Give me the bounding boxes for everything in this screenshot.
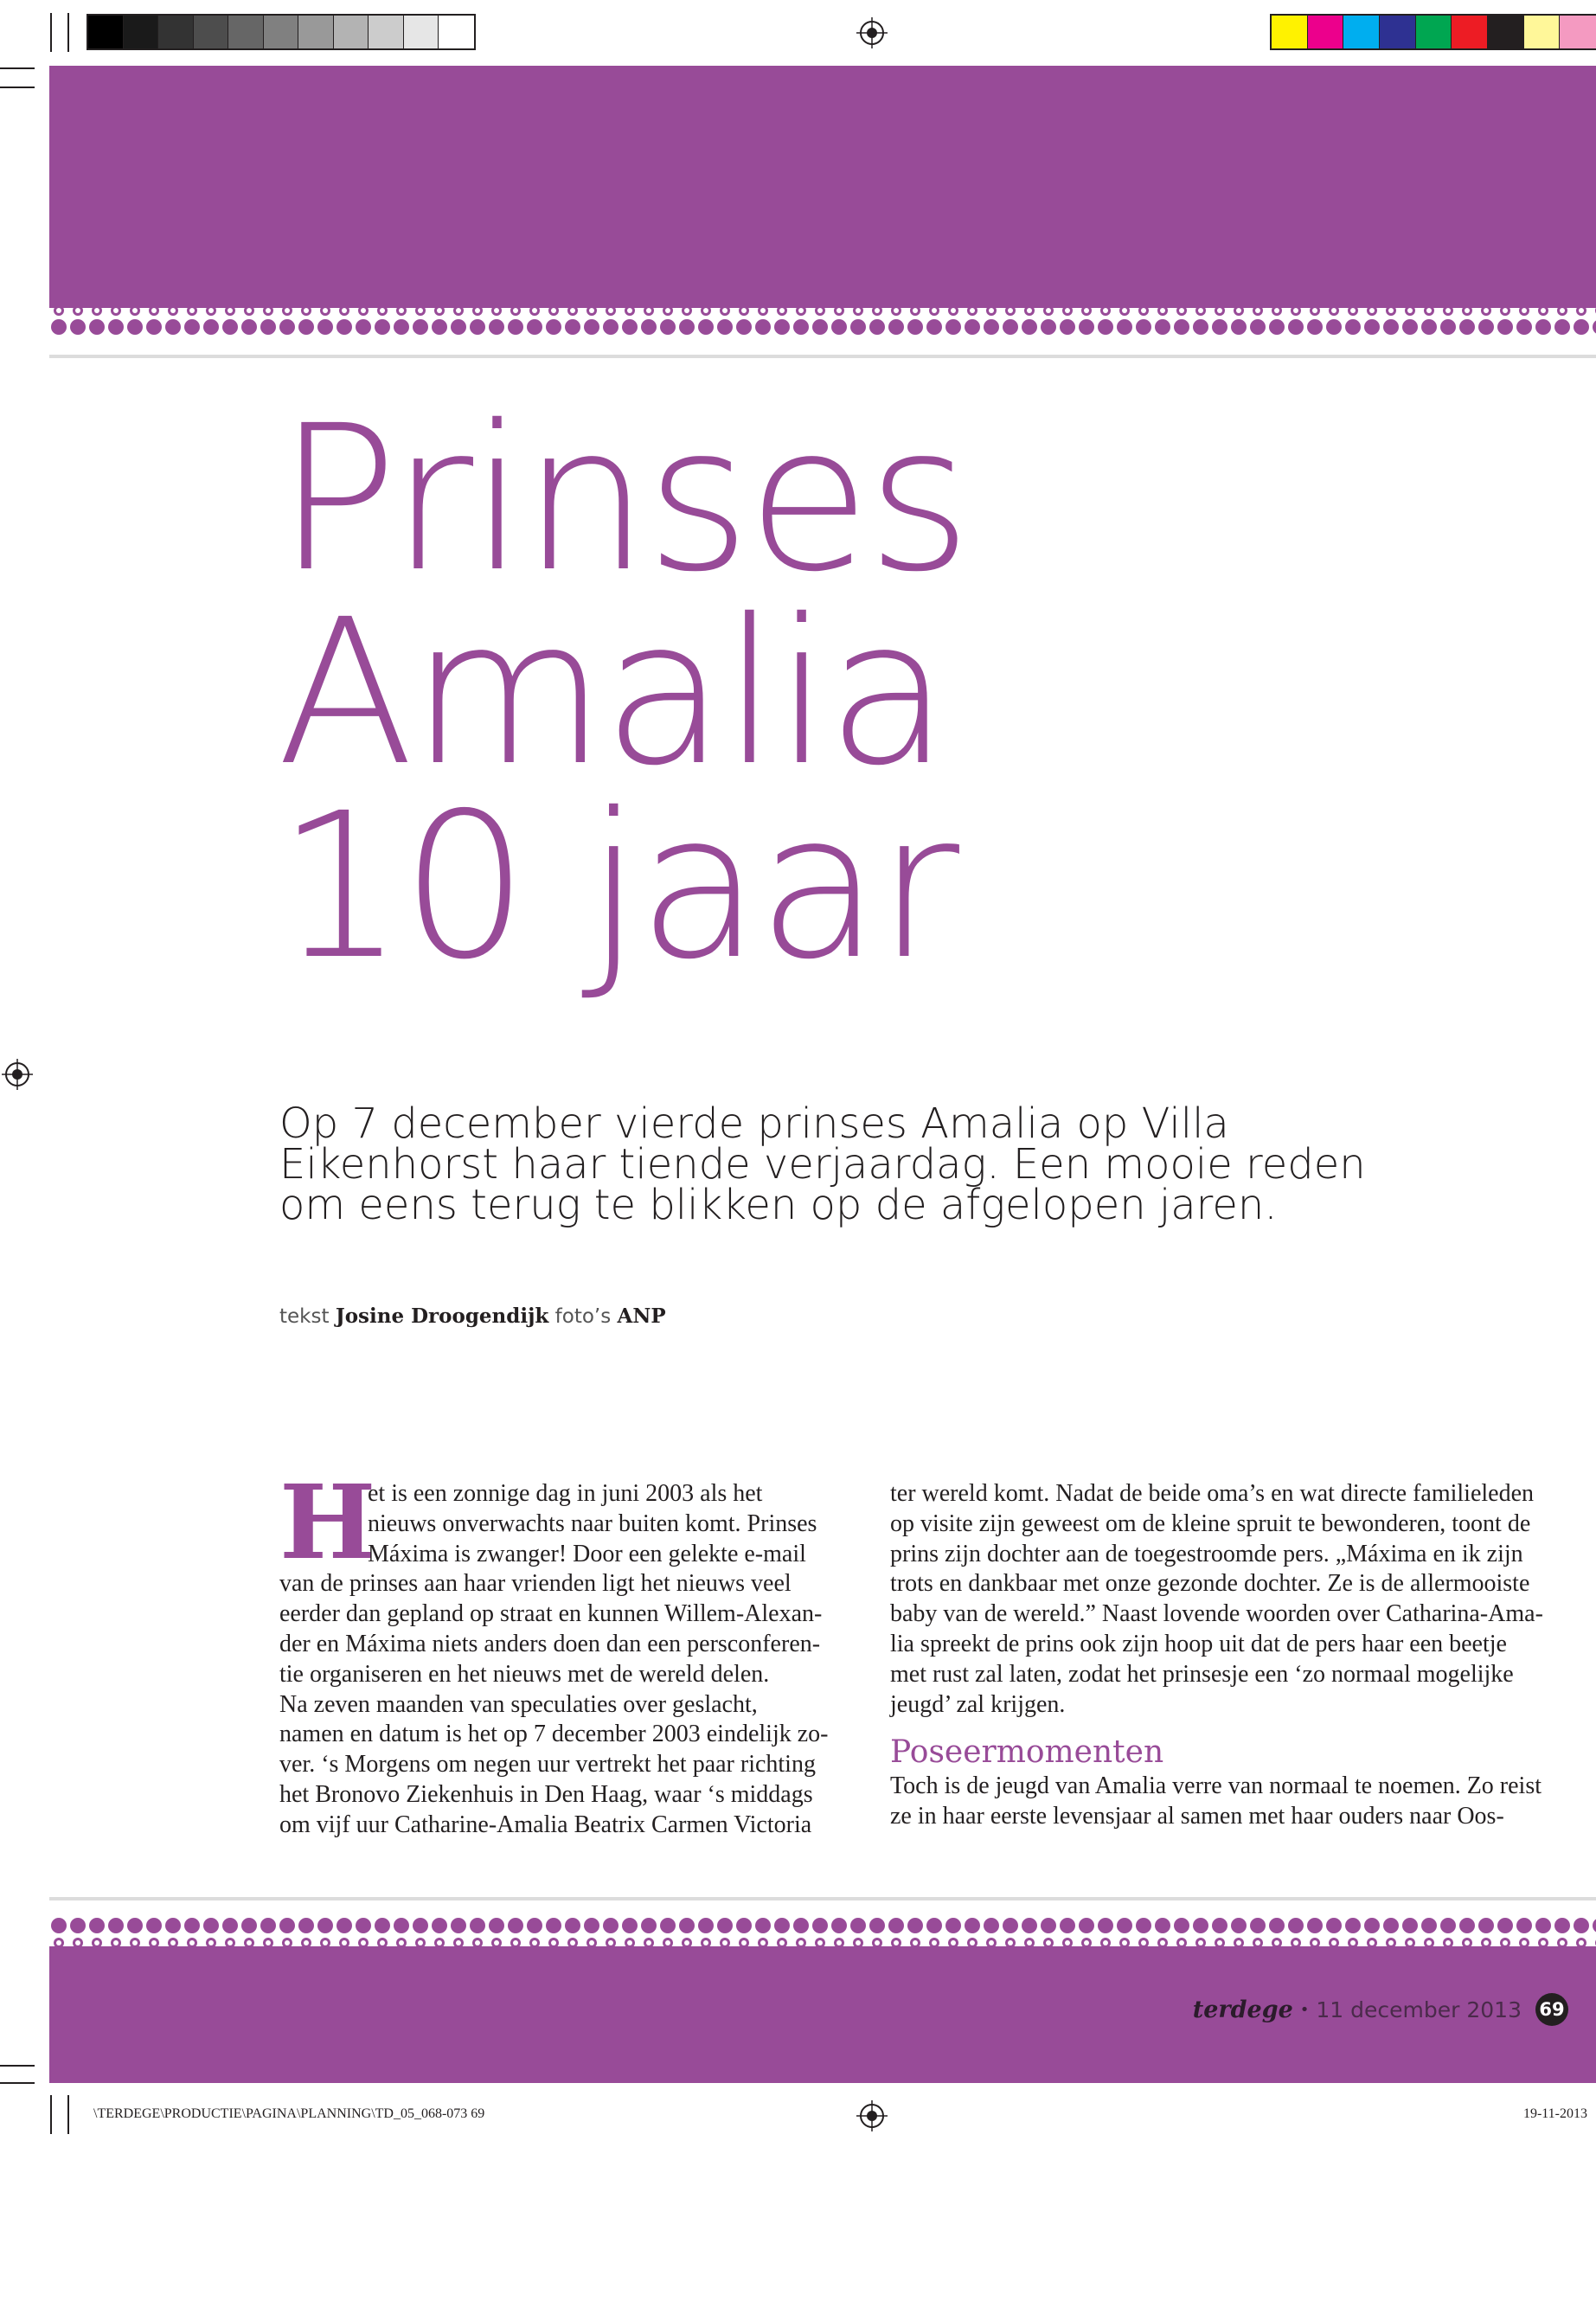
print-slug-date: 19-11-2013 [1522, 2106, 1587, 2121]
headline-line: Prinses [277, 382, 969, 616]
body-line: Máxima is zwanger! Door een gelekte e-mail [368, 1540, 806, 1567]
gray-swatch [194, 16, 229, 48]
body-line: tie organiseren en het nieuws met de wereld delen. [279, 1660, 770, 1688]
body-line: prins zijn dochter aan de toegestroomde pers. „Máxima en ik zijn [890, 1540, 1523, 1567]
gray-swatch [439, 16, 474, 48]
headline-line: 10 jaar [277, 770, 957, 1003]
body-line: jeugd’ zal krijgen. [890, 1690, 1066, 1718]
crop-mark [0, 2065, 35, 2067]
body-line: met rust zal laten, zodat het prinsesje een ‘zo normaal mogelijke [890, 1660, 1514, 1688]
gray-swatch [404, 16, 439, 48]
page-footer [1193, 1992, 1568, 2027]
registration-target-icon [2, 1059, 33, 1090]
crop-mark [0, 87, 35, 88]
gray-swatch [334, 16, 369, 48]
article-standfirst [279, 1099, 1404, 1229]
color-swatch [1416, 16, 1452, 48]
grayscale-control-strip [87, 14, 476, 50]
standfirst-line: Eikenhorst haar tiende verjaardag. Een mooie reden [279, 1140, 1366, 1189]
color-swatch [1272, 16, 1308, 48]
crop-mark [67, 13, 69, 52]
body-column-left [279, 1462, 850, 1841]
credit-author: Josine Droogendijk [335, 1304, 549, 1328]
body-line: lia spreekt de prins ook zijn hoop uit dat de pers haar een beetje [890, 1630, 1507, 1657]
crop-mark [67, 2095, 69, 2134]
color-swatch [1380, 16, 1416, 48]
bottom-divider [49, 1897, 1596, 1900]
article-headline [277, 382, 969, 1003]
color-swatch [1308, 16, 1344, 48]
color-swatch [1343, 16, 1380, 48]
top-banner [49, 66, 1596, 308]
standfirst-line: Op 7 december vierde prinses Amalia op Villa [279, 1099, 1229, 1148]
body-line: van de prinses aan haar vrienden ligt het nieuws veel [279, 1570, 792, 1598]
body-line: baby van de wereld.” Naast lovende woorden over Catharina-Ama- [890, 1600, 1543, 1628]
color-swatch [1488, 16, 1524, 48]
color-swatch [1524, 16, 1561, 48]
color-control-strip [1270, 14, 1596, 50]
body-line: om vijf uur Catharine-Amalia Beatrix Carmen Victoria [279, 1811, 812, 1838]
gray-swatch [228, 16, 264, 48]
body-line: ze in haar eerste levensjaar al samen met haar ouders naar Oos- [890, 1803, 1504, 1830]
body-line: eerder dan gepland op straat en kunnen Willem-Alexan- [279, 1600, 823, 1628]
gray-swatch [158, 16, 194, 48]
gray-swatch [88, 16, 124, 48]
body-line: op visite zijn geweest om de kleine spruit te bewonderen, toont de [890, 1509, 1531, 1537]
body-line: ver. ‘s Morgens om negen uur vertrekt het paar richting [279, 1751, 816, 1779]
issue-date: 11 december 2013 [1316, 1997, 1522, 2022]
top-dot-border [49, 299, 1596, 341]
crop-mark [0, 2082, 35, 2084]
credit-photographer: ANP [617, 1304, 666, 1328]
body-column-right [890, 1479, 1574, 1832]
footer-bullet: • [1299, 2000, 1310, 2019]
body-line: et is een zonnige dag in juni 2003 als het [368, 1480, 763, 1507]
print-slug-path: \TERDEGE\PRODUCTIE\PAGINA\PLANNING\TD_05_068-073 69 [93, 2106, 485, 2121]
top-divider [49, 355, 1596, 358]
article-credits [279, 1304, 666, 1328]
body-line: nieuws onverwachts naar buiten komt. Prinses [368, 1509, 817, 1537]
standfirst-line: om eens terug te blikken op de afgelopen jaren. [279, 1181, 1278, 1229]
gray-swatch [264, 16, 299, 48]
crop-mark [50, 2095, 52, 2134]
color-swatch [1452, 16, 1488, 48]
registration-target-icon [856, 17, 888, 48]
body-line: trots en dankbaar met onze gezonde dochter. Ze is de allermooiste [890, 1570, 1530, 1598]
body-line: namen en datum is het op 7 december 2003 eindelijk zo- [279, 1721, 829, 1748]
registration-target-icon [856, 2100, 888, 2131]
body-line: Na zeven maanden van speculaties over geslacht, [279, 1690, 758, 1718]
credit-photo-label: foto’s [554, 1305, 612, 1328]
color-swatch [1560, 16, 1596, 48]
section-subheading: Poseermomenten [890, 1734, 1164, 1771]
body-line: ter wereld komt. Nadat de beide oma’s en wat directe familieleden [890, 1480, 1535, 1507]
gray-swatch [369, 16, 404, 48]
body-line: Toch is de jeugd van Amalia verre van normaal te noemen. Zo reist [890, 1772, 1542, 1800]
headline-line: Amalia [277, 576, 946, 810]
credit-text-label: tekst [279, 1305, 330, 1328]
magazine-brand: terdege [1192, 1996, 1293, 2023]
bottom-dot-border [49, 1913, 1596, 1955]
body-line: der en Máxima niets anders doen dan een persconferen- [279, 1630, 821, 1657]
gray-swatch [298, 16, 334, 48]
crop-mark [0, 67, 35, 69]
body-line: het Bronovo Ziekenhuis in Den Haag, waar ‘s middags [279, 1780, 813, 1808]
crop-mark [50, 13, 52, 52]
drop-cap: H [279, 1462, 376, 1582]
gray-swatch [124, 16, 159, 48]
page-number: 69 [1535, 1993, 1568, 2026]
